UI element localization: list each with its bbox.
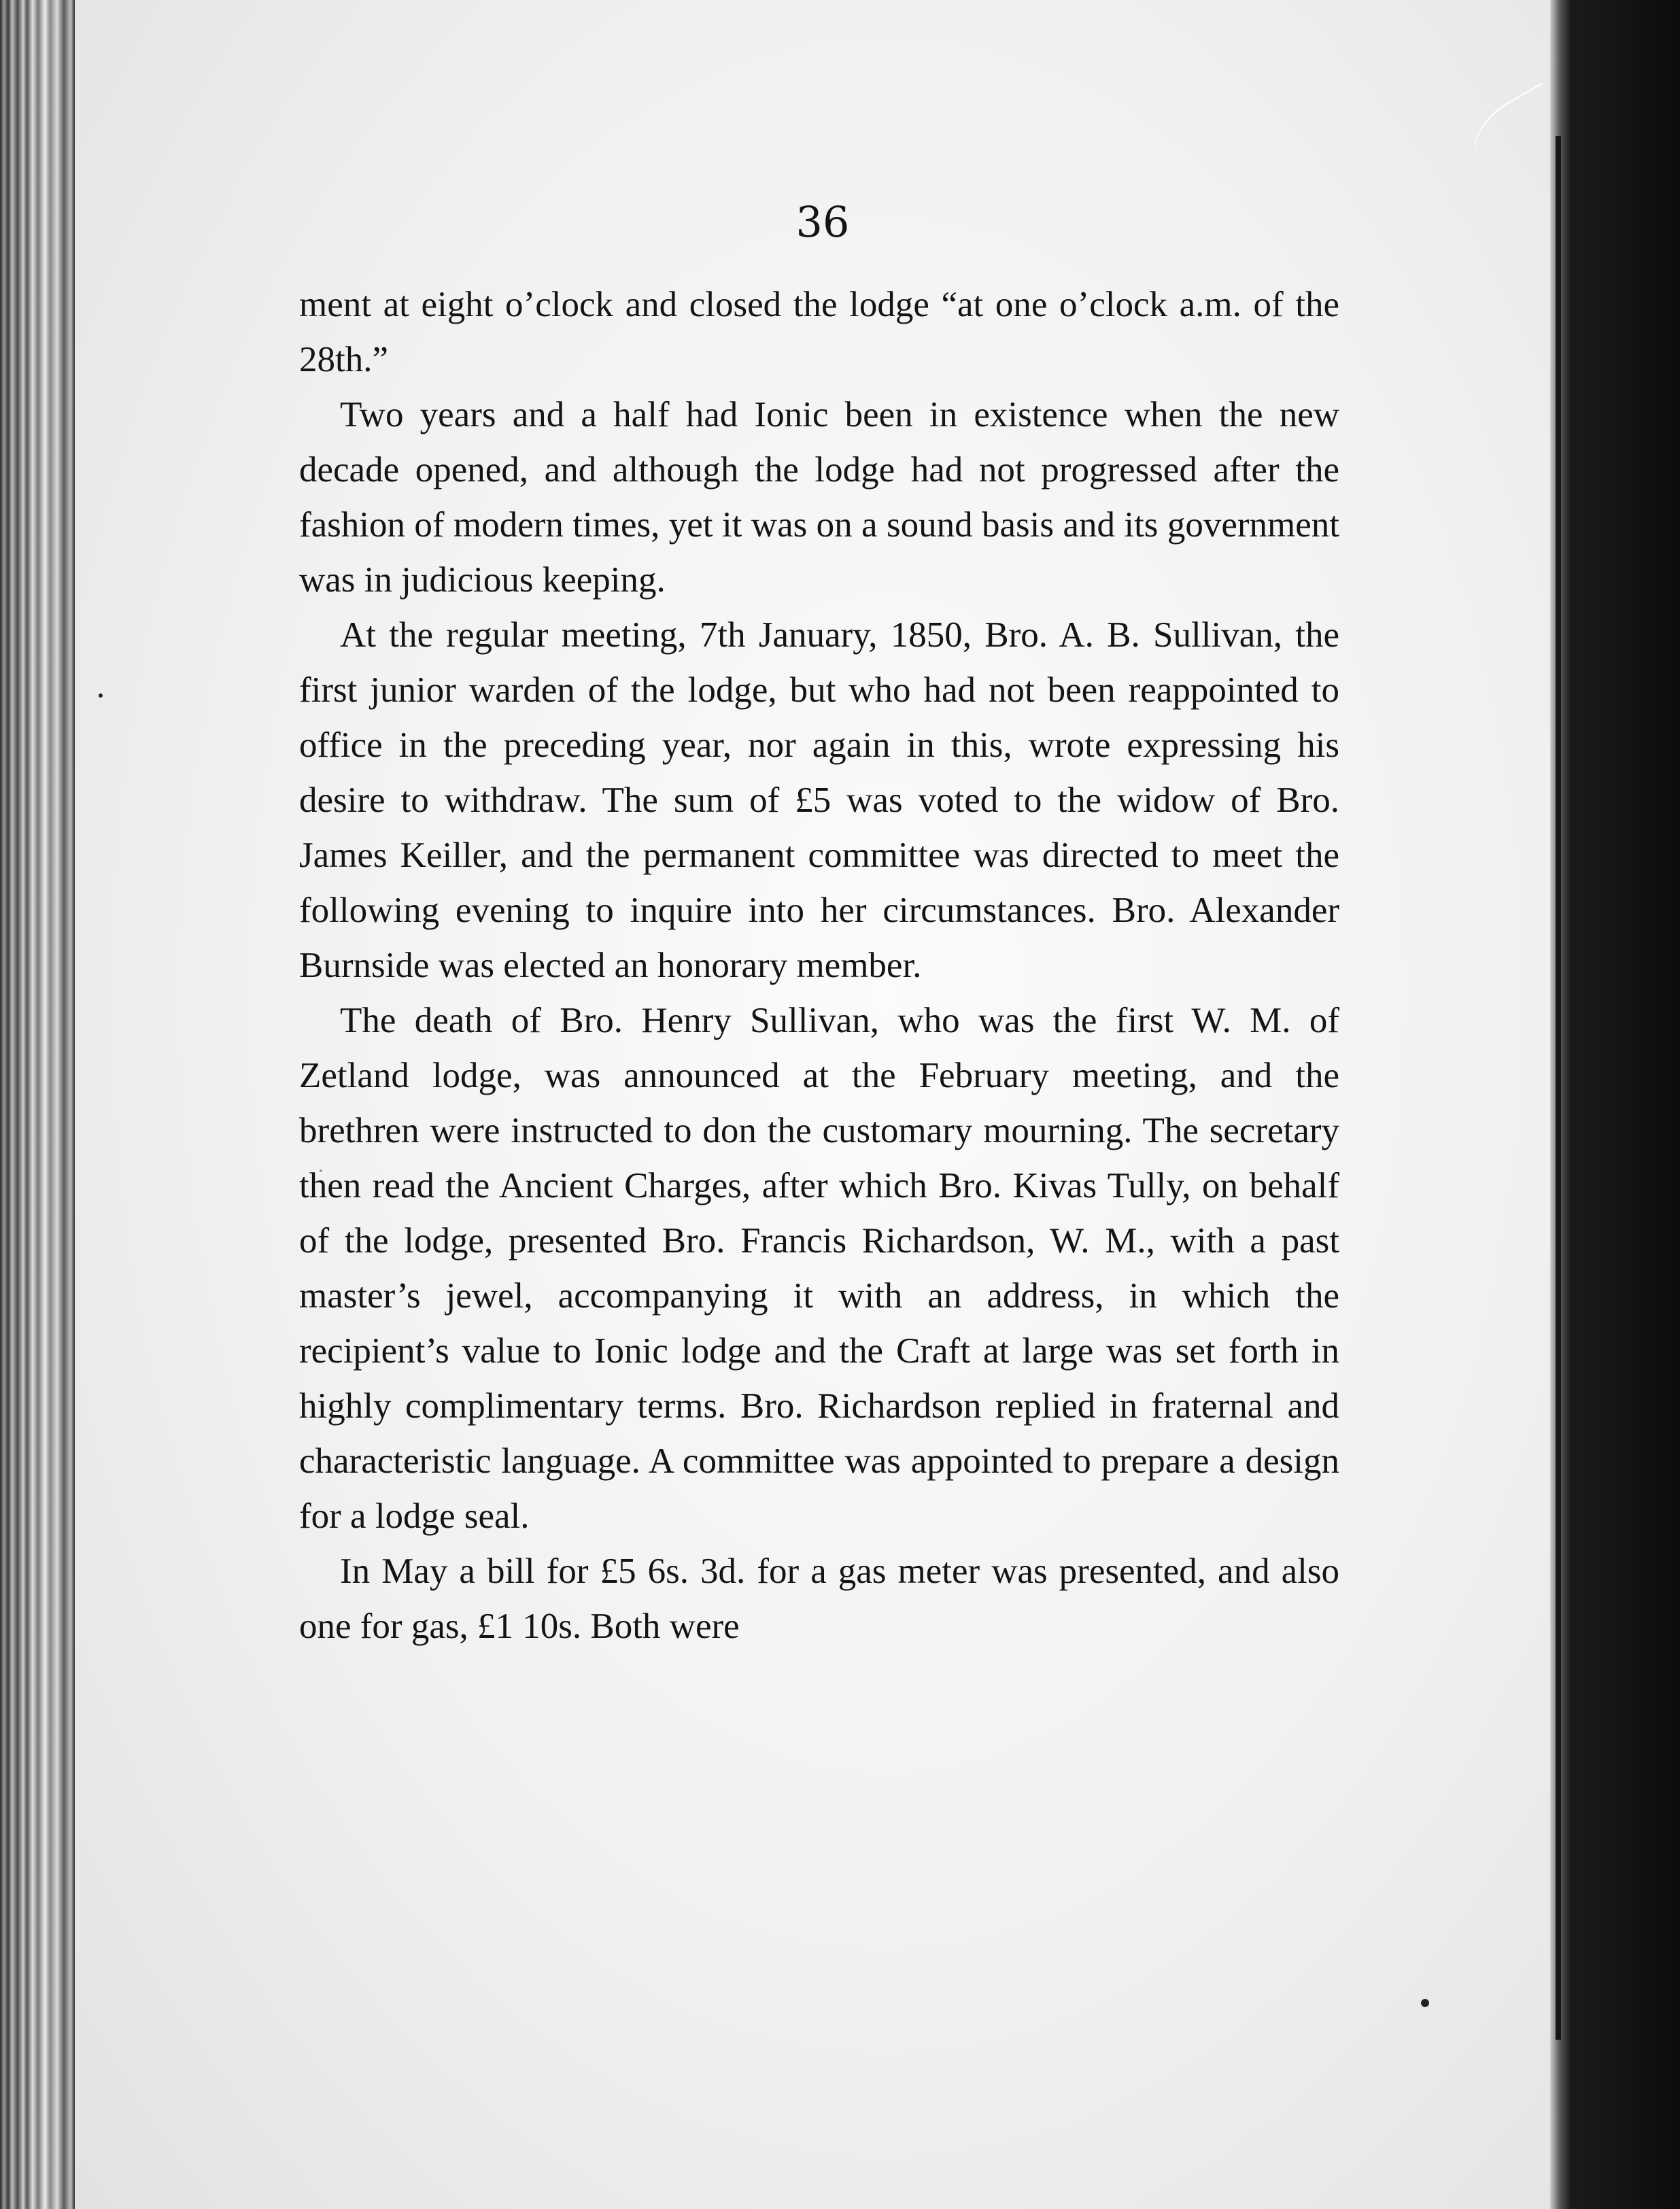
body-text [299,277,1339,1654]
speck [1421,1999,1429,2007]
page-number: 36 [795,197,850,247]
right-edge-rule [1556,136,1561,2040]
paragraph: In May a bill for £5 6s. 3d. for a gas meter was presented, and also one for gas, £1 10s. Both were [299,1552,1339,1646]
speck [99,693,103,698]
paragraph: The death of Bro. Henry Sullivan, who was the first W. M. of Zetland lodge, was announced at the February meeting, and the brethren were instructed to don the customary mourning. The secretary then read the Ancient Charges, after which Bro. Kivas Tully, on behalf of the lodge, presented Bro. Francis Richardson, W. M., with a past master’s jewel, accompanying it with an address, in which the recipient’s value to Ionic lodge and the Craft at large was set forth in highly complimentary terms. Bro. Richardson replied in fraternal and characteristic language. A committee was appointed to prepare a design for a lodge seal. [299,1001,1339,1536]
paragraph-continuation: ment at eight o’clock and closed the lodge “at one o’clock a.m. of the 28th.” [299,285,1339,379]
book-binding-edge [0,0,75,2209]
paragraph: Two years and a half had Ionic been in existence when the new decade opened, and although the lodge had not progressed after the fashion of modern times, yet it was on a sound basis and its government was in judicious keeping. [299,395,1339,600]
paragraph: At the regular meeting, 7th January, 1850, Bro. A. B. Sullivan, the first junior warden of the lodge, but who had not been reappointed to office in the preceding year, nor again in this, wrote expressing his desire to withdraw. The sum of £5 was voted to the widow of Bro. James Keiller, and the permanent committee was directed to meet the following evening to inquire into her circumstances. Bro. Alexander Burnside was elected an honorary member. [299,615,1339,985]
right-page-edge [1550,0,1680,2209]
